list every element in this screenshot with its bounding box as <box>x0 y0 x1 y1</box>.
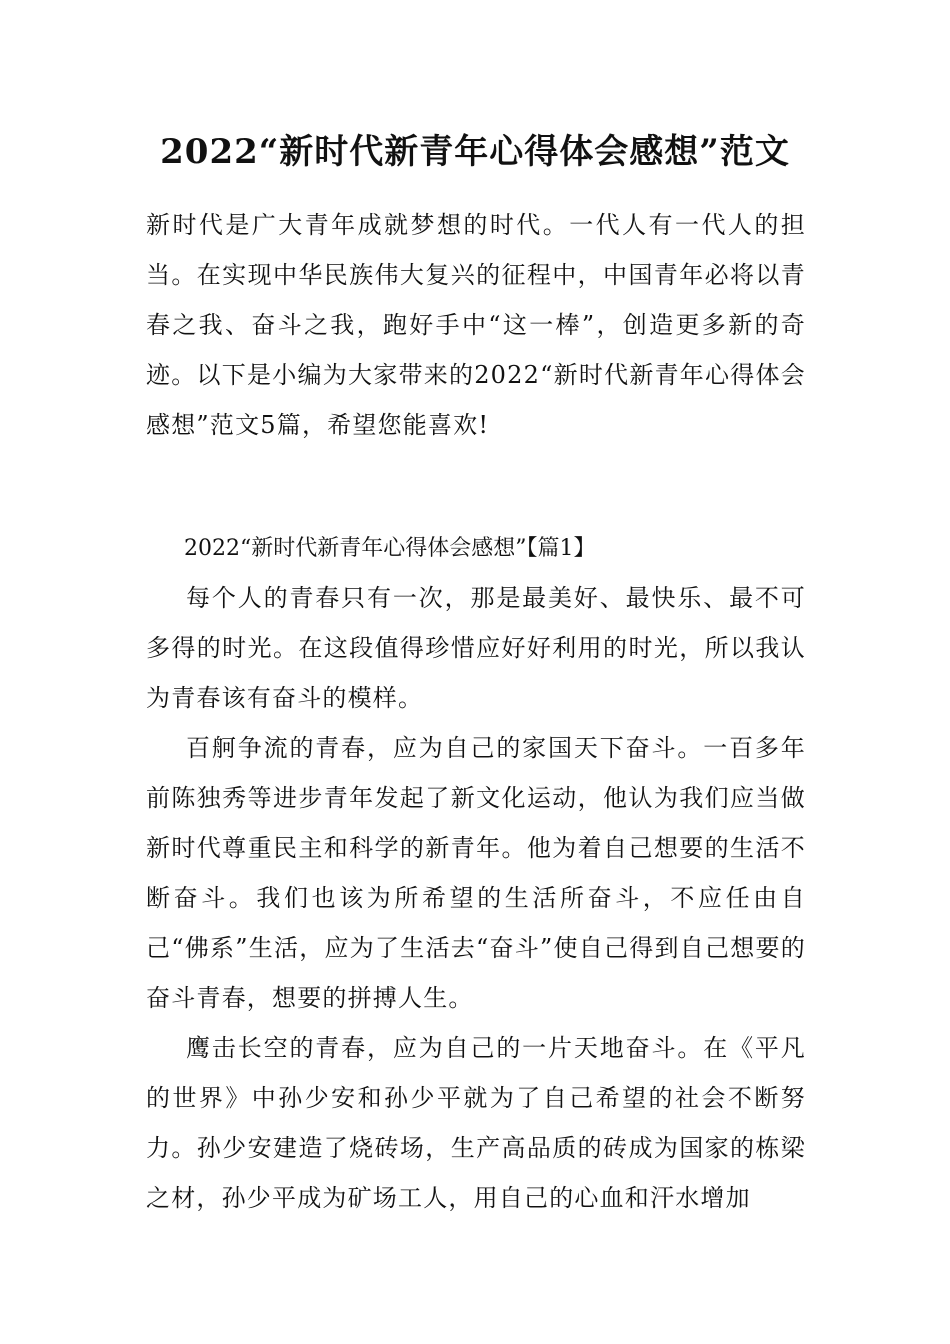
document-title: 2022“新时代新青年心得体会感想”范文 <box>160 132 790 172</box>
intro-paragraph: 新时代是广大青年成就梦想的时代。一代人有一代人的担当。在实现中华民族伟大复兴的征程中，中国青年必将以青春之我、奋斗之我，跑好手中“这一棒”，创造更多新的奇迹。以下是小编为大家带来的2022“新时代新青年心得体会感想”范文5篇，希望您能喜欢! <box>146 211 806 439</box>
article-body <box>146 573 806 1223</box>
section-heading: 2022“新时代新青年心得体会感想”【篇1】 <box>184 536 596 561</box>
article-paragraph-3: 鹰击长空的青春，应为自己的一片天地奋斗。在《平凡的世界》中孙少安和孙少平就为了自己希望的社会不断努力。孙少安建造了烧砖场，生产高品质的砖成为国家的栋梁之材，孙少平成为矿场工人，用自己的心血和汗水增加 <box>146 1034 806 1212</box>
article-paragraph-2: 百舸争流的青春，应为自己的家国天下奋斗。一百多年前陈独秀等进步青年发起了新文化运动，他认为我们应当做新时代尊重民主和科学的新青年。他为着自己想要的生活不断奋斗。我们也该为所希望的生活所奋斗，不应任由自己“佛系”生活，应为了生活去“奋斗”使自己得到自己想要的奋斗青春，想要的拼搏人生。 <box>146 734 806 1012</box>
article-paragraph-1: 每个人的青春只有一次，那是最美好、最快乐、最不可多得的时光。在这段值得珍惜应好好利用的时光，所以我认为青春该有奋斗的模样。 <box>146 584 806 712</box>
